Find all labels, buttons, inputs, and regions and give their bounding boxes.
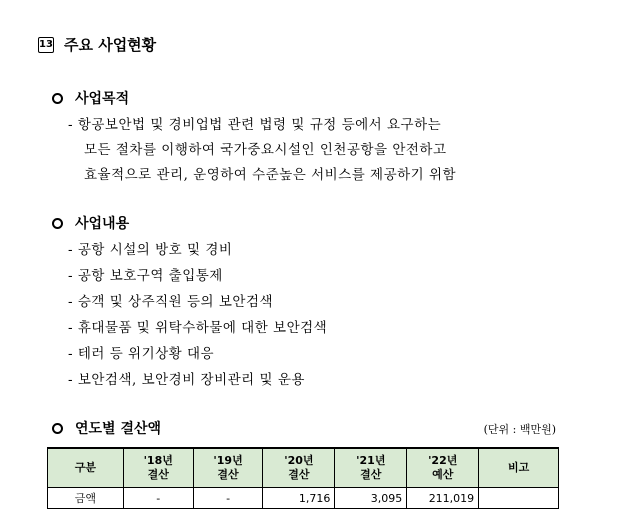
page-title: [38, 34, 156, 55]
purpose-heading: [52, 88, 129, 108]
purpose-line: - 항공보안법 및 경비업법 관련 법령 및 규정 등에서 요구하는: [68, 117, 442, 133]
table-row: [48, 488, 559, 509]
settlement-table: [47, 447, 559, 509]
circle-bullet-icon: [52, 93, 63, 104]
section-number-badge: 13: [38, 37, 54, 53]
content-heading-text: 사업내용: [75, 216, 130, 232]
value-2022: 211,019: [407, 488, 479, 509]
settlement-heading-text: 연도별 결산액: [75, 421, 162, 437]
header-2020: '20년 결산: [263, 448, 335, 488]
value-note: [479, 488, 559, 509]
content-heading: [52, 213, 129, 233]
content-item: - 테러 등 위기상황 대응: [68, 346, 215, 362]
header-2022: '22년 예산: [407, 448, 479, 488]
header-category: 구분: [48, 448, 124, 488]
settlement-heading: [52, 418, 161, 438]
value-2019: -: [193, 488, 263, 509]
circle-bullet-icon: [52, 218, 63, 229]
content-item: - 공항 보호구역 출입통제: [68, 268, 223, 284]
content-item: - 보안검색, 보안경비 장비관리 및 운용: [68, 372, 305, 388]
page-title-text: 주요 사업현황: [64, 36, 157, 54]
header-2019: '19년 결산: [193, 448, 263, 488]
table-header-row: [48, 448, 559, 488]
purpose-line: 모든 절차를 이행하여 국가중요시설인 인천공항을 안전하고: [84, 142, 447, 158]
header-2021: '21년 결산: [335, 448, 407, 488]
content-item: - 공항 시설의 방호 및 경비: [68, 242, 233, 258]
purpose-line: 효율적으로 관리, 운영하여 수준높은 서비스를 제공하기 위함: [84, 167, 457, 183]
value-2018: -: [123, 488, 193, 509]
purpose-heading-text: 사업목적: [75, 91, 130, 107]
content-item: - 승객 및 상주직원 등의 보안검색: [68, 294, 274, 310]
row-label: 금액: [48, 488, 124, 509]
value-2021: 3,095: [335, 488, 407, 509]
header-note: 비고: [479, 448, 559, 488]
header-2018: '18년 결산: [123, 448, 193, 488]
value-2020: 1,716: [263, 488, 335, 509]
circle-bullet-icon: [52, 423, 63, 434]
content-item: - 휴대물품 및 위탁수하물에 대한 보안검색: [68, 320, 328, 336]
unit-label: (단위 : 백만원): [483, 423, 556, 436]
